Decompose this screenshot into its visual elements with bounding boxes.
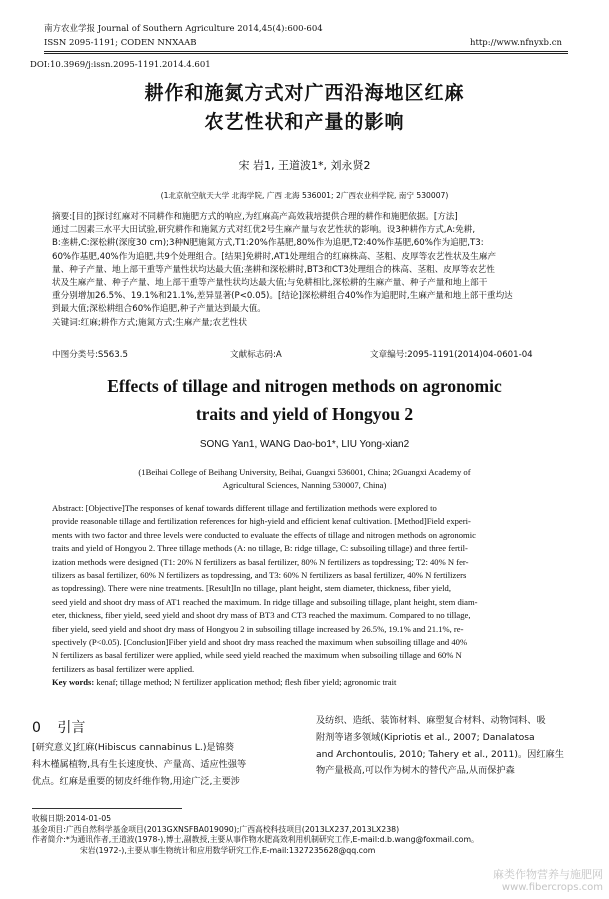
footnote-divider	[32, 808, 182, 809]
abstract-cn-line: 重分别增加26.5%、19.1%和21.1%,差异显著(P<0.05)。[结论]深松耕组合40%作为追肥时,生麻产量和地上部干重均达	[52, 291, 513, 302]
footnote-author-1: 作者简介:*为通讯作者,王道波(1978-),博士,副教授,主要从事作物水肥高效利用机制研究工作,E-mail:d.b.wang@foxmail.com。	[32, 835, 479, 845]
article-number: 文章编号:2095-1191(2014)04-0601-04	[370, 350, 533, 360]
body-line: 及纺织、造纸、装饰材料、麻塑复合材料、动物饲料、吸	[316, 715, 546, 726]
body-line: 优点。红麻是重要的韧皮纤维作物,用途广泛,主要涉	[32, 775, 240, 787]
abstract-en-line: fertilizers as basal fertilizer were applied.	[52, 663, 195, 674]
abstract-en-line: tilizers as basal fertilizer, 60% N fertilizers as topdressing, and T3: 60% N fertilizers as basal fertilizer, 40% N fertilizers	[52, 570, 467, 581]
abstract-en-line: provide reasonable tillage and fertilization references for high-yield and efficient kenaf cultivation. [Method]Field experi-	[52, 516, 471, 527]
journal-url[interactable]: http://www.nfnyxb.cn	[470, 38, 562, 48]
affiliation-cn: (1北京航空航天大学 北海学院, 广西 北海 536001; 2广西农业科学院, 南宁 530007)	[160, 191, 449, 200]
issn: ISSN 2095-1191; CODEN NNXAAB	[44, 38, 197, 48]
watermark-cn: 麻类作物营养与施肥网	[493, 868, 603, 881]
section-heading	[32, 717, 85, 737]
title-cn-line1: 耕作和施氮方式对广西沿海地区红麻	[144, 82, 465, 104]
body-line: 附剂等诸多领域(Kipriotis et al., 2007; Danalatosa	[316, 731, 535, 743]
footnote-funding: 基金项目:广西自然科学基金项目(2013GXNSFBA019090);广西高校科技项目(2013LX237,2013LX238)	[32, 824, 400, 834]
watermark	[493, 866, 603, 893]
body-line: 科木槿属植物,具有生长速度快、产量高、适应性强等	[32, 758, 247, 770]
authors-cn: 宋 岩1, 王道波1*, 刘永贤2	[238, 159, 371, 172]
title-en-line2: traits and yield of Hongyou 2	[195, 404, 414, 424]
abstract-en-line: eter, thickness, fiber yield, seed yield and shoot dry mass of BT3 and CT3 reached the maximum. Compared to no tillage,	[52, 610, 471, 621]
body-left-column	[32, 740, 302, 790]
abstract-en-line: fiber yield, seed yield and shoot dry mass of Hongyou 2 in subsoiling tillage increased by 26.5%, 19.1% and 21.1%, re-	[52, 623, 464, 634]
affiliation-en-line1: (1Beihai College of Beihang University, Beihai, Guangxi 536001, China; 2Guangxi Academy of	[138, 467, 471, 477]
abstract-en	[52, 502, 558, 690]
title-en-line1: Effects of tillage and nitrogen methods on agronomic	[107, 376, 502, 396]
clc-number: 中图分类号:S563.5	[52, 350, 128, 360]
title-cn-line2: 农艺性状和产量的影响	[204, 111, 405, 133]
keywords-en-label: Key words:	[52, 677, 95, 688]
body-line: and Archontoulis, 2010; Tahery et al., 2011)。因红麻生	[316, 748, 564, 760]
abstract-cn-line: 60%作基肥,40%作为追肥,共9个处理组合。[结果]免耕时,AT1处理组合的红麻株高、茎粗、皮厚等农艺性状及生麻产	[52, 251, 497, 262]
abstract-en-line: spectively (P<0.05). [Conclusion]Fiber yield and shoot dry mass reached the maximum when subsoiling tillage and 40%	[52, 637, 468, 648]
body-line: [研究意义]红麻(Hibiscus cannabinus L.)是锦葵	[32, 742, 234, 753]
footnote-author-2: 宋岩(1972-),主要从事生物统计和应用数学研究工作,E-mail:1327235628@qq.com	[80, 845, 376, 855]
abstract-en-line: ments with two factor and three levels were conducted to evaluate the effects of tillage and nitrogen methods on agronomic	[52, 529, 476, 540]
abstract-en-line: Abstract: [Objective]The responses of kenaf towards different tillage and fertilization methods were explored to	[52, 503, 437, 513]
abstract-en-line: ization methods were designed (T1: 20% N fertilizers as basal fertilizer, 80% N fertilizers as topdressing; T2: 40% N fer-	[52, 556, 469, 567]
section-number: 0	[32, 720, 41, 736]
document-code: 文献标志码:A	[230, 350, 282, 360]
abstract-cn-line: 状及生麻产量、种子产量、地上部干重等产量性状均达最大值;与免耕相比,深松耕的生麻产量、种子产量和地上部干	[52, 278, 488, 289]
abstract-cn-line: B:垄耕,C:深松耕(深度30 cm);3种N肥施氮方式,T1:20%作基肥,80%作为追肥,T2:40%作基肥,60%作为追肥,T3:	[52, 238, 484, 249]
keywords-cn: 关键词:红麻;耕作方式;施氮方式;生麻产量;农艺性状	[52, 317, 247, 328]
journal-header: 南方农业学报 Journal of Southern Agriculture 2014,45(4):600-604	[44, 24, 323, 34]
abstract-en-line: seed yield and shoot dry mass of AT1 reached the maximum. In ridge tillage and subsoiling tillage, plant height, stem diam-	[52, 596, 478, 607]
abstract-cn-line: 到最大值;深松耕组合60%作追肥,种子产量达到最大值。	[52, 304, 266, 315]
keywords-en-text: kenaf; tillage method; N fertilizer application method; flesh fiber yield; agronomic trait	[96, 677, 397, 688]
abstract-en-line: traits and yield of Hongyou 2. Three tillage methods (A: no tillage, B: ridge tillage, C: subsoiling tillage) and three fertil-	[52, 543, 468, 554]
keywords-en	[52, 676, 558, 689]
footnote-received: 收稿日期:2014-01-05	[32, 814, 112, 823]
footnotes	[32, 814, 592, 856]
abstract-cn-line: 摘要:[目的]探讨红麻对不同耕作和施肥方式的响应,为红麻高产高效栽培提供合理的耕作和施肥依据。[方法]	[52, 212, 458, 222]
body-right-column	[316, 713, 584, 780]
authors-en: SONG Yan1, WANG Dao-bo1*, LIU Yong-xian2	[199, 439, 410, 450]
section-title: 引言	[57, 720, 86, 736]
abstract-cn	[52, 211, 558, 330]
abstract-cn-line: 量、种子产量、地上部干重等产量性状均达最大值;垄耕和深松耕时,BT3和CT3处理组合的株高、茎粗、皮厚等农艺性	[52, 264, 495, 275]
watermark-url: www.fibercrops.com	[501, 882, 603, 893]
body-line: 物产量极高,可以作为树木的替代产品,从而保护森	[316, 765, 515, 777]
doi[interactable]: DOI:10.3969/j:issn.2095-1191.2014.4.601	[30, 60, 211, 70]
abstract-en-line: as topdressing). There were nine treatments. [Result]In no tillage, plant height, stem diameter, thickness, fiber yield,	[52, 583, 451, 594]
abstract-en-line: N fertilizers as basal fertilizer were applied, while seed yield reached the maximum when subsoiling tillage and 60% N	[52, 650, 462, 661]
affiliation-en-line2: Agricultural Sciences, Nanning 530007, China)	[222, 480, 387, 490]
abstract-cn-line: 通过二因素三水平大田试验,研究耕作和施氮方式对红优2号生麻产量与农艺性状的影响。设3种耕作方式,A:免耕,	[52, 225, 476, 236]
